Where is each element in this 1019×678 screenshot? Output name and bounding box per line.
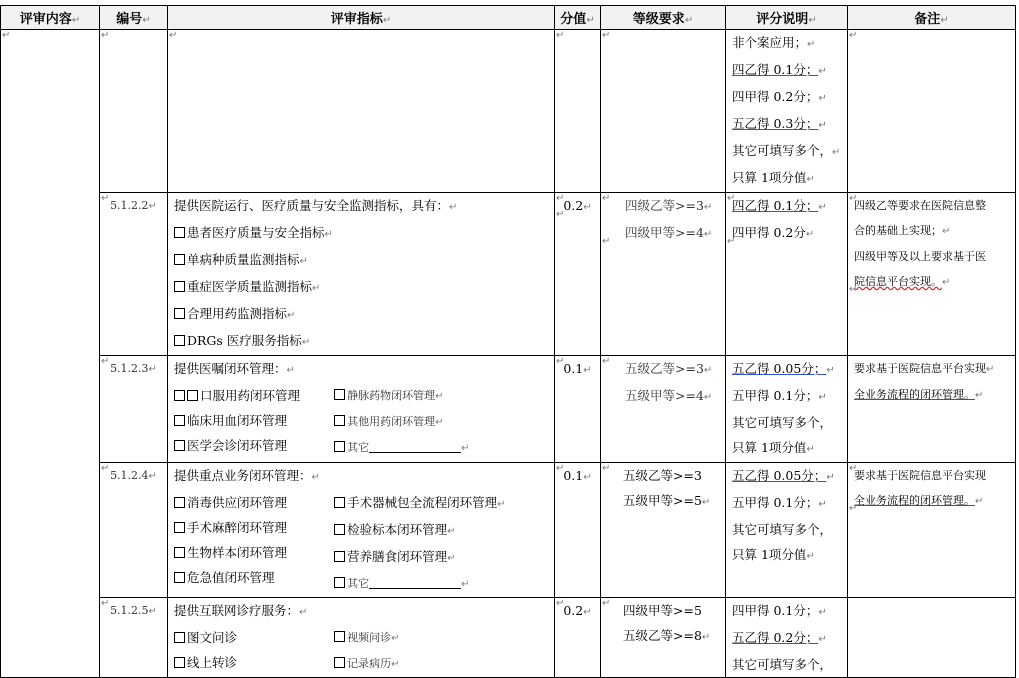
- notes-cell: ↵ 要求基于医院信息平台实现 全业务流程的闭环管理。↵ ↵: [848, 463, 1016, 598]
- checkbox-item[interactable]: 检验标本闭环管理↵: [334, 517, 505, 544]
- level-cell: ↵ 四级甲等>=5 五级乙等>=8↵: [601, 598, 726, 678]
- header-id: 编号↵: [100, 6, 168, 30]
- checkbox-item[interactable]: 手术器械包全流程闭环管理↵: [334, 490, 505, 517]
- checkbox-item[interactable]: 视频问诊↵: [334, 625, 399, 651]
- checkbox-item[interactable]: 其他用药闭环管理↵: [334, 409, 469, 435]
- checkbox-item[interactable]: 其它 ↵: [334, 571, 505, 597]
- notes-cell: ↵ 四级乙等要求在医院信息整 合的基础上实现；↵ 四级甲等及以上要求基于医 院信息平台实现。↵ ↵: [848, 193, 1016, 356]
- table-row: [1, 193, 1016, 356]
- checkbox-item[interactable]: 营养膳食闭环管理↵: [334, 544, 505, 571]
- checkbox-item[interactable]: 口服用药闭环管理: [174, 383, 329, 408]
- indicator-cell: ↵: [168, 30, 555, 193]
- notes-cell: [848, 598, 1016, 678]
- scoring-cell: 五乙得 0.05分；↵ 五甲得 0.1分；↵ 其它可填写多个， 只算 1项分值↵: [726, 356, 848, 463]
- level-cell: ↵ 五级乙等>=3 五级甲等>=5↵: [601, 463, 726, 598]
- scoring-cell: 四甲得 0.1分；↵ 五乙得 0.2分；↵ 其它可填写多个，: [726, 598, 848, 678]
- checkbox-item[interactable]: 静脉药物闭环管理↵: [334, 383, 469, 409]
- score-cell: ↵ 0.2↵ ↵: [555, 193, 601, 356]
- scoring-cell: 非个案应用；↵ 四乙得 0.1分；↵ 四甲得 0.2分；↵ 五乙得 0.3分；↵ 其它可填写多个，↵ 只算 1项分值↵: [726, 30, 848, 193]
- checkbox-item[interactable]: 线上转诊: [174, 650, 329, 675]
- notes-cell: ↵: [848, 30, 1016, 193]
- indicator-cell: 提供重点业务闭环管理：↵ 消毒供应闭环管理 手术麻醉闭环管理 生物样本闭环管理 危急值闭环管理 手术器械包全流程闭环管理↵ 检验标本闭环管理↵ 营养膳食闭环管理↵ 其它 ↵: [168, 463, 555, 598]
- table-row: [1, 463, 1016, 598]
- checkbox-item[interactable]: 单病种质量监测指标↵: [174, 247, 554, 274]
- checkbox-item[interactable]: 危急值闭环管理: [174, 565, 329, 590]
- score-cell: ↵ 0.2↵: [555, 598, 601, 678]
- indicator-cell: 提供医院运行、医疗质量与安全监测指标，具有：↵ 患者医疗质量与安全指标↵ 单病种质量监测指标↵ 重症医学质量监测指标↵ 合理用药监测指标↵ DRGs 医疗服务指标↵: [168, 193, 555, 356]
- id-cell: ↵ 5.1.2.3↵: [100, 356, 168, 463]
- review-content-cell: ↵: [1, 30, 100, 678]
- checkbox-item[interactable]: 图文问诊: [174, 625, 329, 650]
- header-indicator: 评审指标↵: [168, 6, 555, 30]
- checkbox-item[interactable]: 消毒供应闭环管理: [174, 490, 329, 515]
- checkbox-item[interactable]: 合理用药监测指标↵: [174, 301, 554, 328]
- id-cell: ↵: [100, 30, 168, 193]
- id-cell: ↵ 5.1.2.5↵: [100, 598, 168, 678]
- checkbox-item[interactable]: 手术麻醉闭环管理: [174, 515, 329, 540]
- score-cell: ↵: [555, 30, 601, 193]
- level-cell: ↵: [601, 30, 726, 193]
- checkbox-item[interactable]: 生物样本闭环管理: [174, 540, 329, 565]
- checkbox-item[interactable]: DRGs 医疗服务指标↵: [174, 328, 554, 355]
- checkbox-item[interactable]: 其它 ↵: [334, 435, 469, 461]
- score-cell: ↵ 0.1↵: [555, 463, 601, 598]
- indicator-cell: 提供互联网诊疗服务：↵ 图文问诊 线上转诊 视频问诊↵ 记录病历↵: [168, 598, 555, 678]
- notes-cell: 要求基于医院信息平台实现↵ 全业务流程的闭环管理。↵: [848, 356, 1016, 463]
- checkbox-item[interactable]: 临床用血闭环管理: [174, 408, 329, 433]
- indicator-cell: 提供医嘱闭环管理：↵ 口服用药闭环管理 临床用血闭环管理 医学会诊闭环管理 静脉药物闭环管理↵ 其他用药闭环管理↵ 其它 ↵: [168, 356, 555, 463]
- id-cell: ↵ 5.1.2.4↵: [100, 463, 168, 598]
- header-notes: 备注↵: [848, 6, 1016, 30]
- id-cell: ↵ 5.1.2.2↵: [100, 193, 168, 356]
- checkbox-item[interactable]: 医学会诊闭环管理: [174, 433, 329, 458]
- level-cell: ↵ 五级乙等>=3↵ 五级甲等>=4↵: [601, 356, 726, 463]
- score-cell: ↵ 0.1↵: [555, 356, 601, 463]
- checkbox-item[interactable]: 患者医疗质量与安全指标↵: [174, 220, 554, 247]
- scoring-cell: ↵ 四乙得 0.1分；↵ 四甲得 0.2分↵ ↵: [726, 193, 848, 356]
- checkbox-item[interactable]: 记录病历↵: [334, 651, 399, 677]
- checkbox-item[interactable]: 重症医学质量监测指标↵: [174, 274, 554, 301]
- header-content: 评审内容↵: [1, 6, 100, 30]
- header-score: 分值↵: [555, 6, 601, 30]
- table-row: [1, 30, 1016, 193]
- header-scoring: 评分说明↵: [726, 6, 848, 30]
- header-row: [1, 6, 1016, 30]
- evaluation-table: [0, 5, 1016, 678]
- scoring-cell: 五乙得 0.05分；↵ 五甲得 0.1分；↵ 其它可填写多个， 只算 1项分值↵: [726, 463, 848, 598]
- header-level: 等级要求↵: [601, 6, 726, 30]
- level-cell: ↵ 四级乙等>=3↵ 四级甲等>=4↵ ↵: [601, 193, 726, 356]
- table-row: [1, 598, 1016, 678]
- table-row: [1, 356, 1016, 463]
